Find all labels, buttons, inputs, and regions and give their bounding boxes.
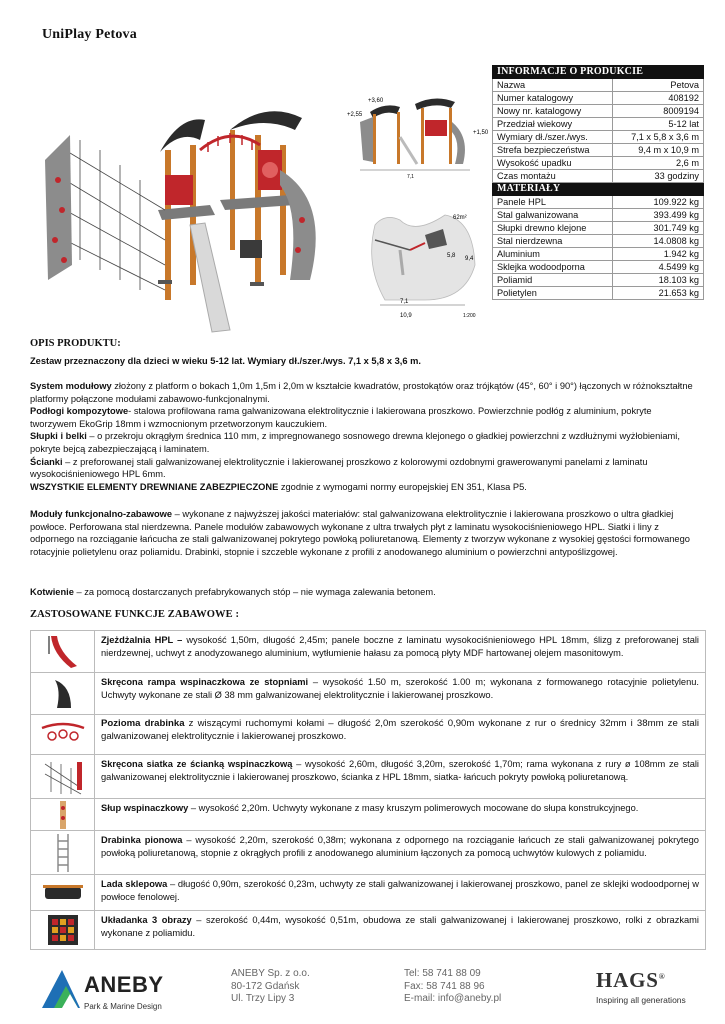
info-row: Numer katalogowy 408192 bbox=[493, 92, 704, 105]
plan-dim-c: 7,1 bbox=[400, 299, 409, 305]
function-row: Skręcona rampa wspinaczkowa ze stopniami – wysokość 1.50 m, szerokość 1.00 m; wykonana z formowanego rotacyjnie polietylenu. Uchwyty wykonane ze stali Ø 38 mm galwanizowanej elektrolitycznie i lakierowanej proszkowo. bbox=[31, 673, 705, 715]
info-header: INFORMACJE O PRODUKCIE bbox=[493, 66, 704, 79]
plan-dim-a: 5,8 bbox=[447, 253, 456, 259]
function-row: Drabinka pionowa – wysokość 2,20m, szerokość 0,38m; wykonana z odpornego na rozciąganie łańcuch ze stali galwanizowanej pokrytego powłoką poliuretanową, stopnie z okrągłych profili z anodowanego aluminium łączonych za pomocą uchwytów kulowych z poliamidu. bbox=[31, 831, 705, 875]
product-info-table bbox=[492, 65, 704, 300]
description-heading: OPIS PRODUKTU: bbox=[30, 338, 121, 349]
paragraph-system: System modułowy złożony z platform o bokach 1,0m 1,5m i 2,0m w kształcie kwadratów, prostokątów oraz trójkątów (45°, 60° i 90°) łączonych w różnokształtne platformy połączone modułami zabawowo-funkcjonalnymi. bbox=[30, 381, 693, 404]
material-row: Stal galwanizowana 393.499 kg bbox=[493, 209, 704, 222]
horizontal-ladder-icon bbox=[38, 720, 88, 750]
page-title: UniPlay Petova bbox=[42, 27, 137, 42]
function-row: Lada sklepowa – długość 0,90m, szerokość 0,23m, uchwyty ze stali galwanizowanej i lakierowanej proszkowo, panel ze sklejki wodoodpornej w powłoce fenolowej. bbox=[31, 875, 705, 911]
picture-panel-icon bbox=[46, 913, 80, 947]
paragraph-modules: Moduły funkcjonalno-zabawowe – wykonane z najwyższej jakości materiałów: stal galwanizowana elektrolitycznie i lakierowana proszkowo o ultra gładkiej powłoce. Perforowana stal nierdzewna. Panele modułów zabawowych wykonane z ultra trwałych płyt z laminatu wysokociśnieniowego HPL. Siatki i liny z odpornego na rozciąganie łańcucha ze stali galwanizowanej pokrytego powłoką poliuretanową. Elementy z tworzyw wykonane z wysokiej gęstości formowanego rotacyjnie polietylenu oraz poliamidu. Drabinki, stopnie i szczeble wykonane z profili z anodowanego aluminium o powierzchni antypoślizgowej. bbox=[30, 509, 690, 557]
function-row: Układanka 3 obrazy – szerokość 0,44m, wysokość 0,51m, obudowa ze stali galwanizowanej i lakierowanej proszkowo, rolki z obrazkami wykonane z poliamidu. bbox=[31, 911, 705, 949]
function-row: Pozioma drabinka z wiszącymi ruchomymi kołami – długość 2,0m szerokość 0,90m wykonane z rur o średnicy 32mm i 38mm ze stali galwanizowanej elektrolitycznie i lakierowanej proszkowo. bbox=[31, 715, 705, 755]
material-row: Słupki drewno klejone 301.749 kg bbox=[493, 222, 704, 235]
functions-heading: ZASTOSOWANE FUNKCJE ZABAWOWE : bbox=[30, 609, 240, 620]
vertical-ladder-icon bbox=[55, 833, 71, 873]
side-height-b: +2,55 bbox=[347, 112, 363, 118]
aneby-logo bbox=[40, 968, 190, 1012]
material-row: Aluminium 1.942 kg bbox=[493, 248, 704, 261]
material-row: Sklejka wodoodporna 4.5499 kg bbox=[493, 261, 704, 274]
paragraph-walls: Ścianki – z preforowanej stali galwanizowanej elektrolitycznie i lakierowanej proszkowo z kolorowymi ozdobnymi grawerowanymi panelami z laminatu wysokociśnieniowego HPL 6mm. bbox=[30, 456, 648, 480]
function-row: Skręcona siatka ze ścianką wspinaczkową – wysokość 2,60m, długość 3,20m, szerokość 1,70m; rama wykonana z rury ø 108mm ze stali galwanizowanej elektrolitycznie i lakierowanej proszkowo, ścianka z HPL 18mm, siatka- łańcuch pokryty powłoką poliuretanową. bbox=[31, 755, 705, 799]
info-row: Nowy nr. katalogowy 8009194 bbox=[493, 105, 704, 118]
function-row: Zjeżdżalnia HPL – wysokość 1,50m, długość 2,45m; panele boczne z laminatu wysokociśnieniowego HPL 18mm, ślizg z preforowanej stali nierdzewnej, uchwyt z anodyzowanego aluminium, wytłumienie hałasu za pomocą płyty MDF hartowanej olejem masonitowym. bbox=[31, 631, 705, 673]
info-row: Przedział wiekowy 5-12 lat bbox=[493, 118, 704, 131]
plan-scale: 1:200 bbox=[463, 313, 476, 319]
info-row: Nazwa Petova bbox=[493, 79, 704, 92]
aneby-name: ANEBY bbox=[84, 972, 164, 997]
shop-counter-icon bbox=[39, 881, 87, 905]
side-elevation-drawing bbox=[345, 92, 490, 182]
playground-illustration bbox=[40, 90, 340, 340]
company-contact: Tel: 58 741 88 09 Fax: 58 741 88 96 E-mail: info@aneby.pl bbox=[404, 968, 502, 1004]
material-row: Poliamid 18.103 kg bbox=[493, 274, 704, 287]
plan-area: 62m² bbox=[453, 215, 467, 221]
info-row: Wymiary dł./szer./wys. 7,1 x 5,8 x 3,6 m bbox=[493, 131, 704, 144]
description-block-2 bbox=[30, 508, 698, 558]
plan-dim-b: 9,4 bbox=[465, 256, 474, 262]
material-row: Polietylen 21.653 kg bbox=[493, 287, 704, 300]
function-row: Słup wspinaczkowy – wysokość 2,20m. Uchwyty wykonane z masy kruszym polimerowych mocowane do słupa konstrukcyjnego. bbox=[31, 799, 705, 831]
description-block-1 bbox=[30, 380, 698, 493]
plan-dim-d: 10,9 bbox=[400, 313, 412, 319]
aneby-tagline: Park & Marine Design bbox=[84, 1002, 162, 1011]
material-row: Panele HPL 109.922 kg bbox=[493, 196, 704, 209]
materials-header: MATERIAŁY bbox=[493, 183, 704, 196]
safety-zone-drawing bbox=[355, 205, 490, 325]
hags-tagline: Inspiring all generations bbox=[596, 995, 686, 1005]
climbing-ramp-icon bbox=[45, 676, 81, 712]
paragraph-wood: WSZYSTKIE ELEMENTY DREWNIANE ZABEZPIECZONE zgodnie z wymogami normy europejskiej EN 351, Klasa P5. bbox=[30, 481, 527, 492]
paragraph-floors: Podłogi kompozytowe- stalowa profilowana rama galwanizowana elektrolitycznie i lakierowana proszkowo. Powierzchnie podłóg z aluminium, pokryte tworzywem EkoGrip 18mm i wzmocnionym przetworzonym kauczukiem. bbox=[30, 406, 652, 429]
aneby-logo-icon bbox=[40, 968, 82, 1010]
paragraph-anchoring: Kotwienie – za pomocą dostarczanych prefabrykowanych stóp – nie wymaga zalewania betonem. bbox=[30, 587, 436, 597]
paragraph-posts: Słupki i belki – o przekroju okrągłym średnica 110 mm, z impregnowanego sosnowego drewna klejonego o gładkiej powierzchni z wzdłużnymi wyżłobieniami, pokryte bejcą zabezpieczającą i laminatem. bbox=[30, 431, 680, 454]
description-lead: Zestaw przeznaczony dla dzieci w wieku 5-12 lat. Wymiary dł./szer./wys. 7,1 x 5,8 x 3,6 m. bbox=[30, 356, 421, 366]
info-row: Strefa bezpieczeństwa 9,4 m x 10,9 m bbox=[493, 144, 704, 157]
description-block-3 bbox=[30, 586, 698, 599]
climbing-net-icon bbox=[41, 758, 85, 796]
side-height-c: +1,50 bbox=[473, 130, 489, 136]
info-row: Wysokość upadku 2,6 m bbox=[493, 157, 704, 170]
footer bbox=[0, 960, 725, 1024]
material-row: Stal nierdzewna 14.0808 kg bbox=[493, 235, 704, 248]
climbing-post-icon bbox=[55, 800, 71, 830]
side-height-a: +3,60 bbox=[368, 98, 384, 104]
side-width-label: 7,1 bbox=[407, 174, 414, 180]
hags-logo: HAGS® Inspiring all generations bbox=[596, 968, 696, 1005]
company-address: ANEBY Sp. z o.o. 80-172 Gdańsk Ul. Trzy Lipy 3 bbox=[231, 968, 310, 1004]
functions-table bbox=[30, 630, 706, 950]
info-row: Czas montażu 33 godziny bbox=[493, 170, 704, 183]
slide-icon bbox=[43, 634, 83, 670]
